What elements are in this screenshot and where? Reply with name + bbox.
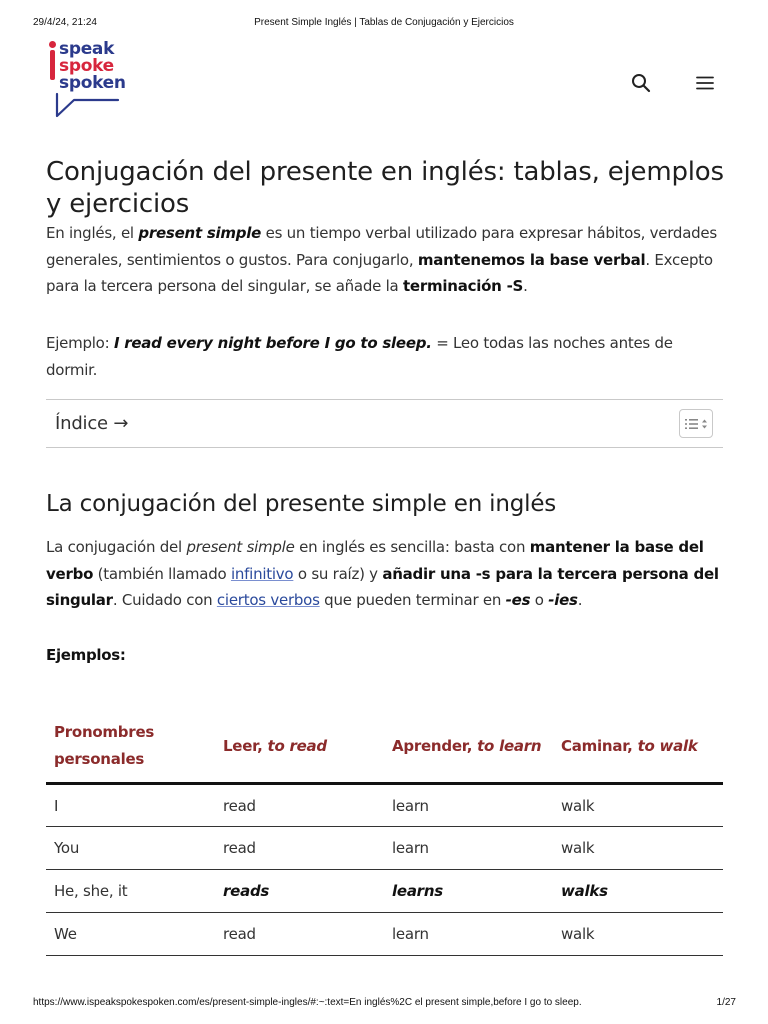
table-cell-highlight: walks [553,870,723,913]
suffix-ies: -ies [548,591,578,609]
search-button[interactable] [628,70,654,96]
toc-toggle-button[interactable] [679,409,713,438]
link-ciertos-verbos[interactable]: ciertos verbos [216,591,320,609]
section-text: que pueden terminar en [319,591,506,609]
table-header-row [46,714,723,784]
section-text: o su raíz) y [293,564,383,583]
header-verb: to walk [637,736,698,755]
header-text: Caminar, [561,736,638,755]
table-cell: We [46,913,215,956]
section-text: . Cuidado con [112,591,217,609]
intro-text: En inglés, el [46,224,139,242]
header-read [215,714,384,784]
section-paragraph [46,534,726,614]
print-page-title: Present Simple Inglés | Tablas de Conjugación y Ejercicios [254,17,514,28]
print-header [0,14,768,32]
example-label: Ejemplo: [46,334,114,352]
example-sentence: I read every night before I go to sleep. [113,334,432,352]
example-paragraph [46,330,726,383]
table-cell: read [215,913,384,956]
article-title: Conjugación del presente en inglés: tablas, ejemplos y ejercicios [46,157,724,219]
intro-paragraph [46,220,726,300]
table-cell: read [215,827,384,870]
example-translation: = Leo todas las noches antes de dormir. [46,334,673,379]
intro-text: es un tiempo verbal utilizado para expresar hábitos, verdades generales, sentimientos o gustos. Para conjugarlo, [46,224,717,269]
table-cell: learn [384,827,553,870]
header-text: Aprender, [392,736,478,755]
header-text: Pronombres personales [54,723,155,768]
section-text: . [577,591,583,609]
hamburger-menu-icon [696,76,714,90]
table-row [46,870,723,913]
section-title: La conjugación del presente simple en inglés [46,491,557,517]
list-toggle-icon [684,417,708,431]
examples-label: Ejemplos: [46,646,126,664]
header-pronouns [46,714,215,784]
suffix-es: -es [505,591,531,609]
table-cell: learn [384,913,553,956]
toc-label[interactable]: Índice → [55,413,129,434]
header-verb: to read [267,736,327,755]
intro-emphasis: mantenemos la base verbal [417,250,646,269]
print-url: https://www.ispeakspokespoken.com/es/present-simple-ingles/#:~:text=En inglés%2C el present simple,before I go to sleep. [33,997,582,1008]
logo-bar [50,50,55,80]
print-page-number: 1/27 [716,997,736,1008]
conjugation-table [46,714,723,956]
header-verb: to learn [477,736,542,755]
intro-emphasis: terminación -S [403,277,524,295]
header-text: Leer, [223,736,268,755]
table-row [46,827,723,870]
table-row [46,913,723,956]
section-term: present simple [186,538,295,556]
logo-dot [49,41,56,48]
logo-word-spoke: spoke [59,56,114,76]
table-cell: learn [384,784,553,827]
table-cell: walk [553,827,723,870]
logo-word-speak: speak [59,39,115,59]
table-row [46,784,723,827]
table-cell: walk [553,913,723,956]
table-cell: walk [553,784,723,827]
search-icon [631,73,651,93]
section-emphasis: añadir una -s para la tercera persona del singular [46,564,719,609]
intro-text: . Excepto para la tercera persona del singular, se añade la [46,250,713,295]
table-cell: I [46,784,215,827]
header-learn [384,714,553,784]
intro-text: . [523,277,528,295]
table-cell: He, she, it [46,870,215,913]
section-text: o [530,591,549,609]
table-cell-highlight: reads [215,870,384,913]
header-walk [553,714,723,784]
section-emphasis: mantener la base del verbo [46,538,704,583]
section-text: (también llamado [93,564,231,583]
site-logo[interactable] [46,38,126,120]
menu-button[interactable] [692,70,718,96]
table-cell: read [215,784,384,827]
logo-speech-tail-icon [54,92,120,118]
print-date: 29/4/24, 21:24 [33,17,97,28]
section-text: La conjugación del [46,538,187,556]
section-text: en inglés es sencilla: basta con [294,538,530,556]
table-cell-highlight: learns [384,870,553,913]
logo-word-spoken: spoken [59,73,126,93]
table-of-contents[interactable] [46,399,723,448]
link-infinitivo[interactable]: infinitivo [230,564,294,583]
intro-term: present simple [138,224,262,242]
table-cell: You [46,827,215,870]
